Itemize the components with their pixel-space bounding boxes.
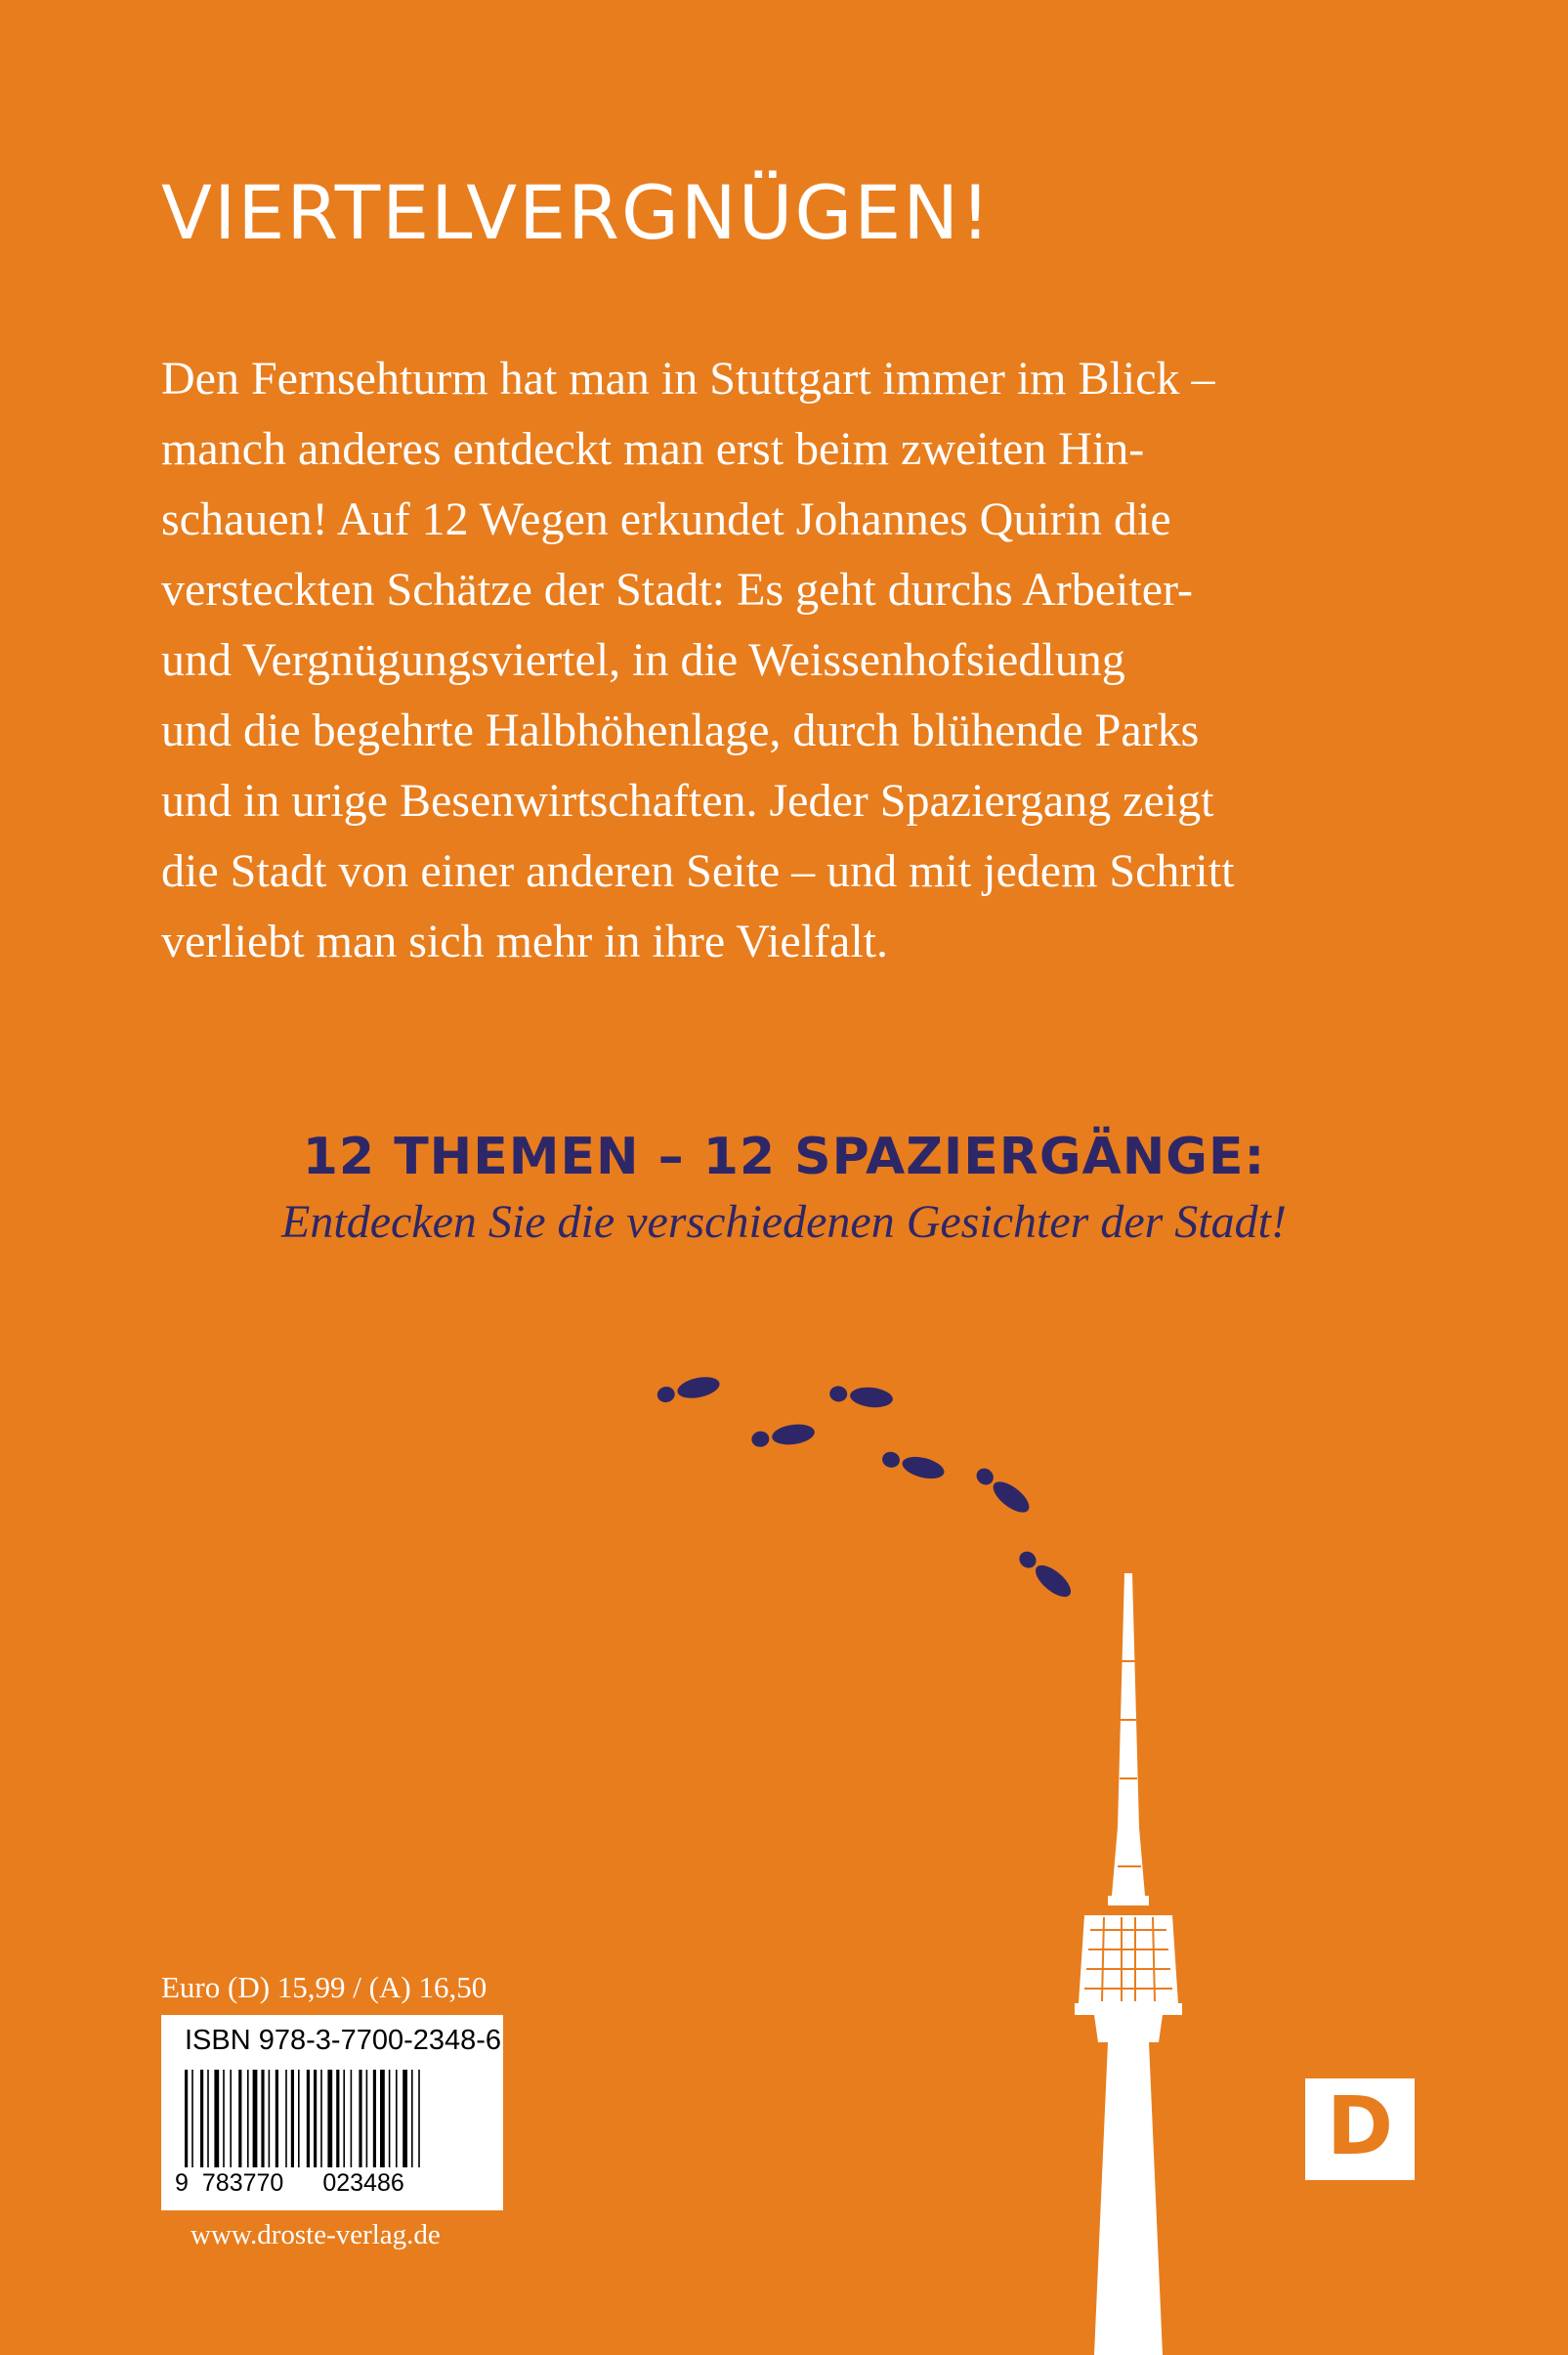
barcode-digit-group: 783770 bbox=[201, 2169, 284, 2197]
tagline: Entdecken Sie die verschiedenen Gesichter der Stadt! bbox=[281, 1196, 1287, 1248]
tv-tower-icon bbox=[1065, 1573, 1192, 2355]
blurb-line: verliebt man sich mehr in ihre Vielfalt. bbox=[161, 916, 888, 967]
barcode-bars bbox=[185, 2070, 484, 2167]
blurb-line: Den Fernsehturm hat man in Stuttgart immer im Blick – bbox=[161, 353, 1215, 405]
blurb-line: und in urige Besenwirtschaften. Jeder Spaziergang zeigt bbox=[161, 775, 1214, 827]
publisher-website: www.droste-verlag.de bbox=[191, 2219, 441, 2250]
barcode-digit-group: 9 bbox=[175, 2169, 189, 2197]
subhead: 12 THEMEN – 12 SPAZIERGÄNGE: bbox=[302, 1128, 1266, 1186]
blurb-line: die Stadt von einer anderen Seite – und mit jedem Schritt bbox=[161, 845, 1235, 897]
blurb bbox=[161, 344, 1382, 977]
blurb-line: schauen! Auf 12 Wegen erkundet Johannes Quirin die bbox=[161, 493, 1171, 545]
barcode bbox=[161, 2015, 503, 2210]
isbn-label: ISBN 978-3-7700-2348-6 bbox=[185, 2025, 502, 2056]
barcode-digits bbox=[175, 2169, 497, 2198]
headline: VIERTELVERGNÜGEN! bbox=[161, 169, 993, 256]
blurb-line: manch anderes entdeckt man erst beim zweiten Hin- bbox=[161, 423, 1145, 475]
blurb-line: und die begehrte Halbhöhenlage, durch blühende Parks bbox=[161, 705, 1200, 756]
publisher-logo-icon bbox=[1305, 2078, 1415, 2180]
blurb-line: versteckten Schätze der Stadt: Es geht durchs Arbeiter- bbox=[161, 564, 1193, 616]
price-label: Euro (D) 15,99 / (A) 16,50 bbox=[161, 1970, 487, 2004]
blurb-line: und Vergnügungsviertel, in die Weissenhofsiedlung bbox=[161, 634, 1125, 686]
footprints-icon bbox=[645, 1349, 1104, 1632]
publisher-logo-letter: D bbox=[1326, 2080, 1394, 2173]
barcode-digit-group: 023486 bbox=[322, 2169, 404, 2197]
